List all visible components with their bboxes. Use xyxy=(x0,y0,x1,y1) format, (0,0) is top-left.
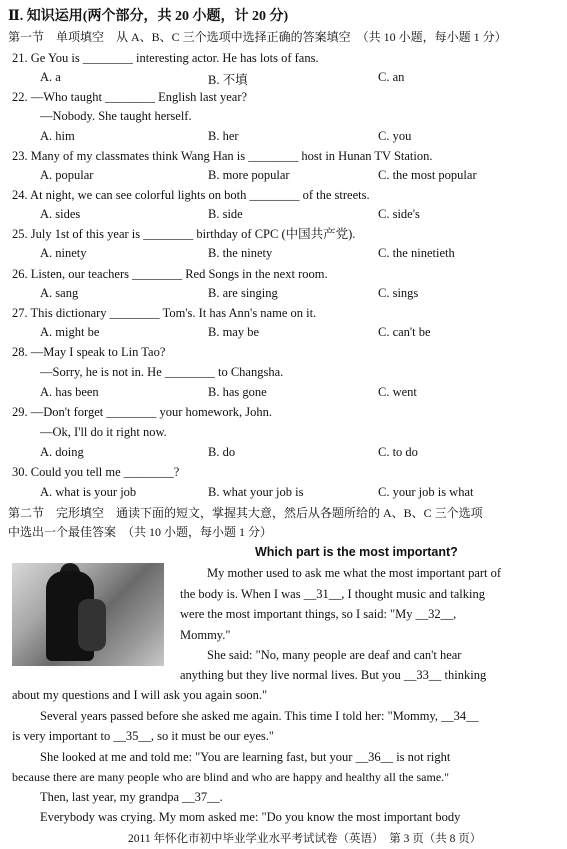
q24-option-c[interactable]: C. side's xyxy=(378,207,420,221)
passage-line-1: My mother used to ask me what the most important part of xyxy=(207,566,502,580)
q22-option-a[interactable]: A. him xyxy=(40,129,75,143)
q24-option-a[interactable]: A. sides xyxy=(40,207,81,221)
passage-line-9: is very important to __35__, so it must be our eyes." xyxy=(12,729,275,743)
q24-option-b[interactable]: B. side xyxy=(208,207,243,221)
q27-option-a[interactable]: A. might be xyxy=(40,325,100,339)
section-title: Ⅱ. 知识运用(两个部分，共 20 小题，计 20 分) xyxy=(8,9,289,24)
q29-option-b[interactable]: B. do xyxy=(208,445,236,459)
q21-option-a[interactable]: A. a xyxy=(40,70,61,84)
q27-option-b[interactable]: B. may be xyxy=(208,325,260,339)
q21-option-c[interactable]: C. an xyxy=(378,70,405,84)
q26-option-a[interactable]: A. sang xyxy=(40,286,79,300)
q25-option-b[interactable]: B. the ninety xyxy=(208,246,273,260)
q21-option-b[interactable]: B. 不填 xyxy=(208,73,248,87)
q26-option-b[interactable]: B. are singing xyxy=(208,286,278,300)
q26-stem: 26. Listen, our teachers ________ Red Songs in the next room. xyxy=(12,267,328,281)
q30-option-c[interactable]: C. your job is what xyxy=(378,485,474,499)
part2-header-line1: 第二节 完形填空 通读下面的短文，掌握其大意，然后从各题所给的 A、B、C 三个选项 xyxy=(8,506,483,520)
q30-stem: 30. Could you tell me ________? xyxy=(12,465,180,479)
page-footer: 2011 年怀化市初中毕业学业水平考试试卷（英语） 第 3 页（共 8 页） xyxy=(128,833,482,845)
passage-line-3: were the most important things, so I said: "My __32__, xyxy=(180,607,457,621)
part2-header-line2: 中选出一个最佳答案 （共 10 小题，每小题 1 分） xyxy=(8,525,273,539)
passage-line-13: Everybody was crying. My mom asked me: "Do you know the most important body xyxy=(40,810,461,824)
passage-line-2: the body is. When I was __31__, I thought music and talking xyxy=(180,587,485,601)
q23-option-a[interactable]: A. popular xyxy=(40,168,94,182)
q29-option-c[interactable]: C. to do xyxy=(378,445,418,459)
child-figure-shape xyxy=(78,599,106,651)
q30-option-a[interactable]: A. what is your job xyxy=(40,485,137,499)
q23-stem: 23. Many of my classmates think Wang Han is ________ host in Hunan TV Station. xyxy=(12,149,433,163)
q28-stem: 28. —May I speak to Lin Tao? xyxy=(12,345,166,359)
q28-option-b[interactable]: B. has gone xyxy=(208,385,267,399)
q24-stem: 24. At night, we can see colorful lights on both ________ of the streets. xyxy=(12,188,370,202)
passage-line-4: Mommy." xyxy=(180,628,231,642)
passage-line-5: She said: "No, many people are deaf and can't hear xyxy=(207,648,462,662)
q29-stem: 29. —Don't forget ________ your homework, John. xyxy=(12,405,272,419)
passage-line-12: Then, last year, my grandpa __37__. xyxy=(40,790,223,804)
part1-header: 第一节 单项填空 从 A、B、C 三个选项中选择正确的答案填空 （共 10 小题，每小题 1 分） xyxy=(8,30,507,44)
passage-line-10: She looked at me and told me: "You are learning fast, but your __36__ is not right xyxy=(40,750,451,764)
q28-option-c[interactable]: C. went xyxy=(378,385,417,399)
q27-stem: 27. This dictionary ________ Tom's. It has Ann's name on it. xyxy=(12,306,317,320)
q28-option-a[interactable]: A. has been xyxy=(40,385,99,399)
q21-stem: 21. Ge You is ________ interesting actor. He has lots of fans. xyxy=(12,51,319,65)
q22-option-b[interactable]: B. her xyxy=(208,129,239,143)
passage-photo xyxy=(12,563,164,666)
q29-option-a[interactable]: A. doing xyxy=(40,445,84,459)
q23-option-b[interactable]: B. more popular xyxy=(208,168,290,182)
q28-stem-2: —Sorry, he is not in. He ________ to Changsha. xyxy=(40,365,284,379)
q22-option-c[interactable]: C. you xyxy=(378,129,412,143)
q25-stem: 25. July 1st of this year is ________ birthday of CPC (中国共产党). xyxy=(12,227,356,241)
q27-option-c[interactable]: C. can't be xyxy=(378,325,431,339)
q30-option-b[interactable]: B. what your job is xyxy=(208,485,304,499)
passage-line-11: because there are many people who are blind and who are happy and healthy all the same." xyxy=(12,770,450,784)
passage-line-7: about my questions and I will ask you again soon." xyxy=(12,688,268,702)
passage-line-8: Several years passed before she asked me again. This time I told her: "Mommy, __34__ xyxy=(40,709,479,723)
q22-stem: 22. —Who taught ________ English last year? xyxy=(12,90,248,104)
q22-stem-2: —Nobody. She taught herself. xyxy=(40,109,192,123)
passage-title: Which part is the most important? xyxy=(255,545,458,559)
q29-stem-2: —Ok, I'll do it right now. xyxy=(40,425,167,439)
passage-line-6: anything but they live normal lives. But you __33__ thinking xyxy=(180,668,487,682)
q26-option-c[interactable]: C. sings xyxy=(378,286,419,300)
q25-option-c[interactable]: C. the ninetieth xyxy=(378,246,455,260)
q23-option-c[interactable]: C. the most popular xyxy=(378,168,477,182)
q25-option-a[interactable]: A. ninety xyxy=(40,246,87,260)
